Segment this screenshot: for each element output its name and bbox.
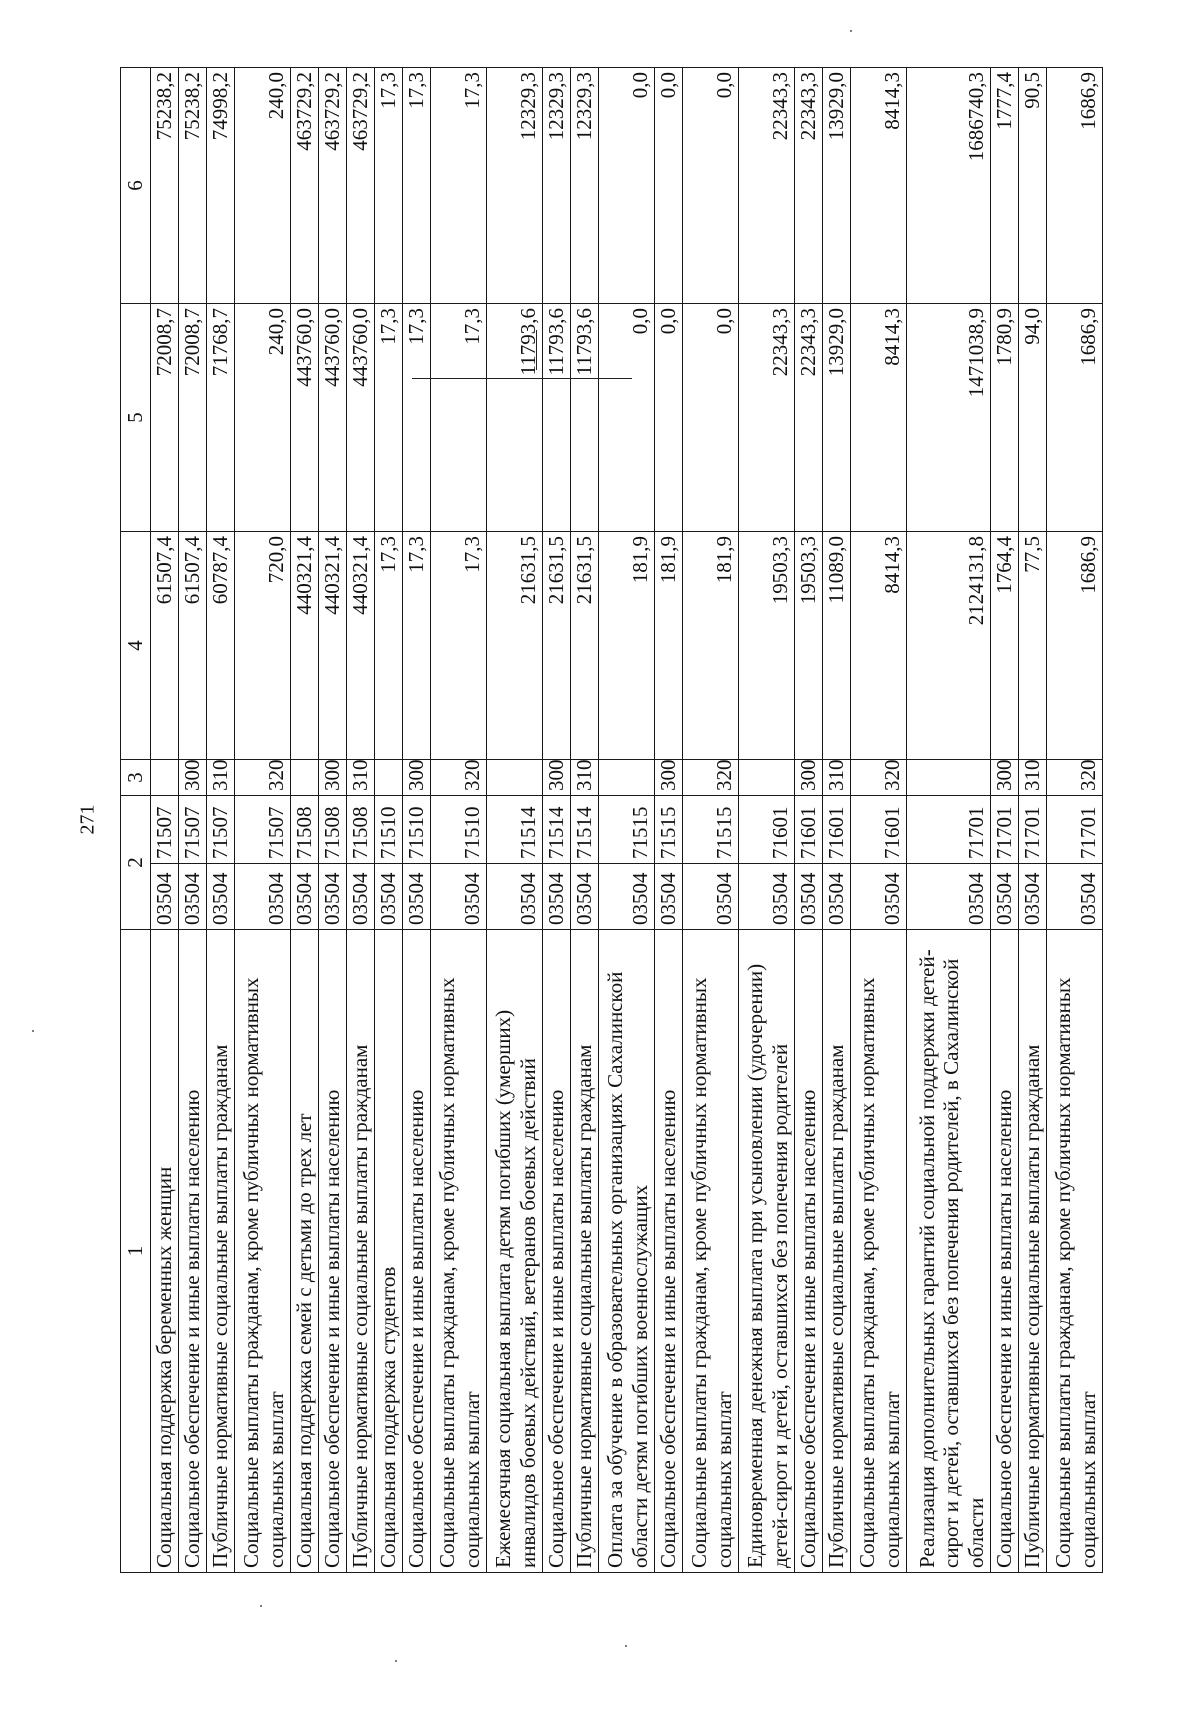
- row-section-code: 03504: [319, 864, 347, 930]
- row-description: Публичные нормативные социальные выплаты гражданам: [347, 930, 375, 1573]
- table-row: [431, 68, 487, 1573]
- row-target-code: 71515: [683, 796, 739, 864]
- row-amount-col6: 90,5: [1019, 68, 1047, 304]
- row-amount-col4: 21631,5: [487, 532, 543, 760]
- row-section-code: 03504: [1047, 864, 1103, 930]
- row-amount-col4: 19503,3: [795, 532, 823, 760]
- row-amount-col5: 72008,7: [179, 304, 207, 532]
- row-description: Реализация дополнительных гарантий социальной поддержки детей-сирот и детей, оставшихся без попечения родителей, в Сахалинской области: [907, 930, 991, 1573]
- row-amount-col5: 13929,0: [823, 304, 851, 532]
- row-description: Социальные выплаты гражданам, кроме публичных нормативных социальных выплат: [1047, 930, 1103, 1573]
- row-type-code: 320: [235, 760, 291, 796]
- row-amount-col6: 74998,2: [207, 68, 235, 304]
- table-row: [599, 68, 655, 1573]
- row-amount-col6: 13929,0: [823, 68, 851, 304]
- table-row: [683, 68, 739, 1573]
- table-row: [403, 68, 431, 1573]
- row-amount-col4: 440321,4: [319, 532, 347, 760]
- table-row: [907, 68, 991, 1573]
- row-amount-col5: 11793,6: [543, 304, 571, 532]
- row-target-code: 71508: [347, 796, 375, 864]
- row-amount-col5: 1780,9: [991, 304, 1019, 532]
- row-type-code: [907, 760, 991, 796]
- row-amount-col6: 22343,3: [739, 68, 795, 304]
- row-amount-col5: 17,3: [375, 304, 403, 532]
- row-amount-col6: 17,3: [403, 68, 431, 304]
- row-section-code: 03504: [571, 864, 599, 930]
- row-target-code: 71514: [543, 796, 571, 864]
- row-amount-col4: 19503,3: [739, 532, 795, 760]
- row-amount-col4: 17,3: [375, 532, 403, 760]
- row-description: Социальное обеспечение и иные выплаты населению: [179, 930, 207, 1573]
- row-amount-col6: 463729,2: [291, 68, 319, 304]
- row-amount-col5: 1471038,9: [907, 304, 991, 532]
- row-type-code: 300: [655, 760, 683, 796]
- row-description: Публичные нормативные социальные выплаты гражданам: [207, 930, 235, 1573]
- table-row: [235, 68, 291, 1573]
- row-amount-col5: 11793,6: [487, 304, 543, 532]
- table-row: [319, 68, 347, 1573]
- row-amount-col6: 463729,2: [319, 68, 347, 304]
- scan-speck: [395, 1660, 397, 1662]
- row-description: Социальная поддержка студентов: [375, 930, 403, 1573]
- row-type-code: 320: [1047, 760, 1103, 796]
- row-amount-col5: 443760,0: [347, 304, 375, 532]
- row-target-code: 71701: [907, 796, 991, 864]
- row-type-code: 320: [683, 760, 739, 796]
- row-amount-col4: 11089,0: [823, 532, 851, 760]
- row-amount-col4: 440321,4: [291, 532, 319, 760]
- row-description: Единовременная денежная выплата при усыновлении (удочерении) детей-сирот и детей, оставшихся без попечения родителей: [739, 930, 795, 1573]
- row-target-code: 71601: [795, 796, 823, 864]
- row-amount-col6: 1686,9: [1047, 68, 1103, 304]
- row-amount-col5: 8414,3: [851, 304, 907, 532]
- row-type-code: [291, 760, 319, 796]
- table-row: [795, 68, 823, 1573]
- row-target-code: 71514: [487, 796, 543, 864]
- row-amount-col5: 0,0: [599, 304, 655, 532]
- row-amount-col4: 21631,5: [543, 532, 571, 760]
- table-row: [655, 68, 683, 1573]
- row-section-code: 03504: [991, 864, 1019, 930]
- row-type-code: 300: [795, 760, 823, 796]
- row-description: Социальные выплаты гражданам, кроме публичных нормативных социальных выплат: [851, 930, 907, 1573]
- row-section-code: 03504: [347, 864, 375, 930]
- row-amount-col5: 11793,6: [571, 304, 599, 532]
- row-amount-col6: 0,0: [655, 68, 683, 304]
- header-col-2: 2: [121, 796, 151, 930]
- row-amount-col5: 443760,0: [319, 304, 347, 532]
- row-type-code: 320: [431, 760, 487, 796]
- row-type-code: 310: [571, 760, 599, 796]
- table-row: [571, 68, 599, 1573]
- row-type-code: 300: [403, 760, 431, 796]
- header-col-5: 5: [121, 304, 151, 532]
- row-type-code: [599, 760, 655, 796]
- row-target-code: 71701: [991, 796, 1019, 864]
- table-row: [291, 68, 319, 1573]
- table-row: [151, 68, 179, 1573]
- row-amount-col6: 463729,2: [347, 68, 375, 304]
- row-target-code: 71510: [431, 796, 487, 864]
- budget-table: [120, 67, 1103, 1573]
- row-type-code: 300: [991, 760, 1019, 796]
- row-section-code: 03504: [739, 864, 795, 930]
- row-amount-col6: 75238,2: [179, 68, 207, 304]
- header-row: [121, 68, 151, 1573]
- scan-speck: [260, 1605, 262, 1607]
- row-section-code: 03504: [235, 864, 291, 930]
- table-row: [543, 68, 571, 1573]
- scan-speck: [32, 1030, 34, 1032]
- header-col-6: 6: [121, 68, 151, 304]
- row-type-code: [739, 760, 795, 796]
- row-description: Социальное обеспечение и иные выплаты населению: [655, 930, 683, 1573]
- row-section-code: 03504: [851, 864, 907, 930]
- row-target-code: 71601: [823, 796, 851, 864]
- row-amount-col5: 22343,3: [795, 304, 823, 532]
- table-row: [739, 68, 795, 1573]
- table-row: [207, 68, 235, 1573]
- row-target-code: 71701: [1047, 796, 1103, 864]
- row-type-code: 310: [1019, 760, 1047, 796]
- row-amount-col6: 12329,3: [571, 68, 599, 304]
- scan-speck: [850, 30, 852, 32]
- row-amount-col6: 0,0: [683, 68, 739, 304]
- scan-speck: [625, 1645, 627, 1647]
- row-amount-col5: 72008,7: [151, 304, 179, 532]
- row-description: Социальные выплаты гражданам, кроме публичных нормативных социальных выплат: [683, 930, 739, 1573]
- row-amount-col4: 61507,4: [179, 532, 207, 760]
- row-target-code: 71507: [179, 796, 207, 864]
- row-target-code: 71515: [655, 796, 683, 864]
- row-target-code: 71507: [235, 796, 291, 864]
- row-amount-col4: 720,0: [235, 532, 291, 760]
- row-section-code: 03504: [291, 864, 319, 930]
- row-section-code: 03504: [907, 864, 991, 930]
- row-description: Публичные нормативные социальные выплаты гражданам: [571, 930, 599, 1573]
- budget-table-wrapper: [120, 68, 1101, 1573]
- table-row: [375, 68, 403, 1573]
- row-section-code: 03504: [375, 864, 403, 930]
- table-row: [1047, 68, 1103, 1573]
- row-amount-col4: 181,9: [655, 532, 683, 760]
- header-col-4: 4: [121, 532, 151, 760]
- row-amount-col4: 17,3: [431, 532, 487, 760]
- row-amount-col5: 1686,9: [1047, 304, 1103, 532]
- row-type-code: [151, 760, 179, 796]
- row-amount-col6: 22343,3: [795, 68, 823, 304]
- table-row: [347, 68, 375, 1573]
- row-section-code: 03504: [151, 864, 179, 930]
- table-row: [991, 68, 1019, 1573]
- row-amount-col5: 240,0: [235, 304, 291, 532]
- row-amount-col6: 17,3: [431, 68, 487, 304]
- row-amount-col5: 0,0: [655, 304, 683, 532]
- row-amount-col4: 8414,3: [851, 532, 907, 760]
- row-amount-col5: 17,3: [403, 304, 431, 532]
- row-description: Социальное обеспечение и иные выплаты населению: [403, 930, 431, 1573]
- row-amount-col4: 17,3: [403, 532, 431, 760]
- row-section-code: 03504: [683, 864, 739, 930]
- row-amount-col6: 12329,3: [543, 68, 571, 304]
- row-target-code: 71508: [291, 796, 319, 864]
- row-amount-col5: 71768,7: [207, 304, 235, 532]
- row-section-code: 03504: [655, 864, 683, 930]
- row-description: Социальное обеспечение и иные выплаты населению: [319, 930, 347, 1573]
- row-target-code: 71601: [851, 796, 907, 864]
- row-amount-col4: 77,5: [1019, 532, 1047, 760]
- row-type-code: 310: [207, 760, 235, 796]
- row-type-code: 300: [543, 760, 571, 796]
- row-amount-col4: 21631,5: [571, 532, 599, 760]
- row-section-code: 03504: [823, 864, 851, 930]
- row-target-code: 71514: [571, 796, 599, 864]
- row-section-code: 03504: [543, 864, 571, 930]
- row-target-code: 71515: [599, 796, 655, 864]
- row-amount-col6: 0,0: [599, 68, 655, 304]
- row-target-code: 71510: [375, 796, 403, 864]
- row-description: Социальное обеспечение и иные выплаты населению: [991, 930, 1019, 1573]
- row-amount-col6: 12329,3: [487, 68, 543, 304]
- row-target-code: 71701: [1019, 796, 1047, 864]
- row-type-code: 300: [319, 760, 347, 796]
- table-row: [823, 68, 851, 1573]
- row-description: Публичные нормативные социальные выплаты гражданам: [823, 930, 851, 1573]
- row-type-code: 310: [347, 760, 375, 796]
- row-description: Социальное обеспечение и иные выплаты населению: [543, 930, 571, 1573]
- row-target-code: 71507: [207, 796, 235, 864]
- row-amount-col6: 1686740,3: [907, 68, 991, 304]
- row-section-code: 03504: [179, 864, 207, 930]
- row-type-code: [487, 760, 543, 796]
- row-amount-col6: 17,3: [375, 68, 403, 304]
- row-amount-col5: 94,0: [1019, 304, 1047, 532]
- row-target-code: 71508: [319, 796, 347, 864]
- row-description: Социальная поддержка беременных женщин: [151, 930, 179, 1573]
- row-description: Социальное обеспечение и иные выплаты населению: [795, 930, 823, 1573]
- row-target-code: 71510: [403, 796, 431, 864]
- header-col-1: 1: [121, 930, 151, 1573]
- row-section-code: 03504: [207, 864, 235, 930]
- row-target-code: 71601: [739, 796, 795, 864]
- row-amount-col4: 181,9: [599, 532, 655, 760]
- row-target-code: 71507: [151, 796, 179, 864]
- row-type-code: 310: [823, 760, 851, 796]
- row-amount-col6: 8414,3: [851, 68, 907, 304]
- row-amount-col4: 2124131,8: [907, 532, 991, 760]
- row-section-code: 03504: [487, 864, 543, 930]
- row-description: Социальные выплаты гражданам, кроме публичных нормативных социальных выплат: [431, 930, 487, 1573]
- row-amount-col6: 1777,4: [991, 68, 1019, 304]
- row-description: Ежемесячная социальная выплата детям погибших (умерших) инвалидов боевых действий, ветеранов боевых действий: [487, 930, 543, 1573]
- header-col-3: 3: [121, 760, 151, 796]
- row-section-code: 03504: [599, 864, 655, 930]
- row-section-code: 03504: [403, 864, 431, 930]
- row-section-code: 03504: [1019, 864, 1047, 930]
- row-amount-col5: 0,0: [683, 304, 739, 532]
- row-section-code: 03504: [795, 864, 823, 930]
- row-amount-col4: 61507,4: [151, 532, 179, 760]
- row-amount-col4: 181,9: [683, 532, 739, 760]
- row-type-code: 320: [851, 760, 907, 796]
- table-row: [179, 68, 207, 1573]
- row-amount-col5: 22343,3: [739, 304, 795, 532]
- row-amount-col6: 75238,2: [151, 68, 179, 304]
- row-amount-col6: 240,0: [235, 68, 291, 304]
- table-row: [487, 68, 543, 1573]
- row-amount-col4: 60787,4: [207, 532, 235, 760]
- row-amount-col4: 440321,4: [347, 532, 375, 760]
- row-section-code: 03504: [431, 864, 487, 930]
- row-amount-col5: 17,3: [431, 304, 487, 532]
- row-description: Социальные выплаты гражданам, кроме публичных нормативных социальных выплат: [235, 930, 291, 1573]
- table-row: [851, 68, 907, 1573]
- row-amount-col4: 1686,9: [1047, 532, 1103, 760]
- table-row: [1019, 68, 1047, 1573]
- row-amount-col5: 443760,0: [291, 304, 319, 532]
- row-description: Оплата за обучение в образовательных организациях Сахалинской области детям погибших военнослужащих: [599, 930, 655, 1573]
- row-amount-col4: 1764,4: [991, 532, 1019, 760]
- row-type-code: 300: [179, 760, 207, 796]
- page-number: 271: [76, 804, 99, 835]
- table-body: [151, 68, 1103, 1573]
- row-description: Социальная поддержка семей с детьми до трех лет: [291, 930, 319, 1573]
- row-type-code: [375, 760, 403, 796]
- row-description: Публичные нормативные социальные выплаты гражданам: [1019, 930, 1047, 1573]
